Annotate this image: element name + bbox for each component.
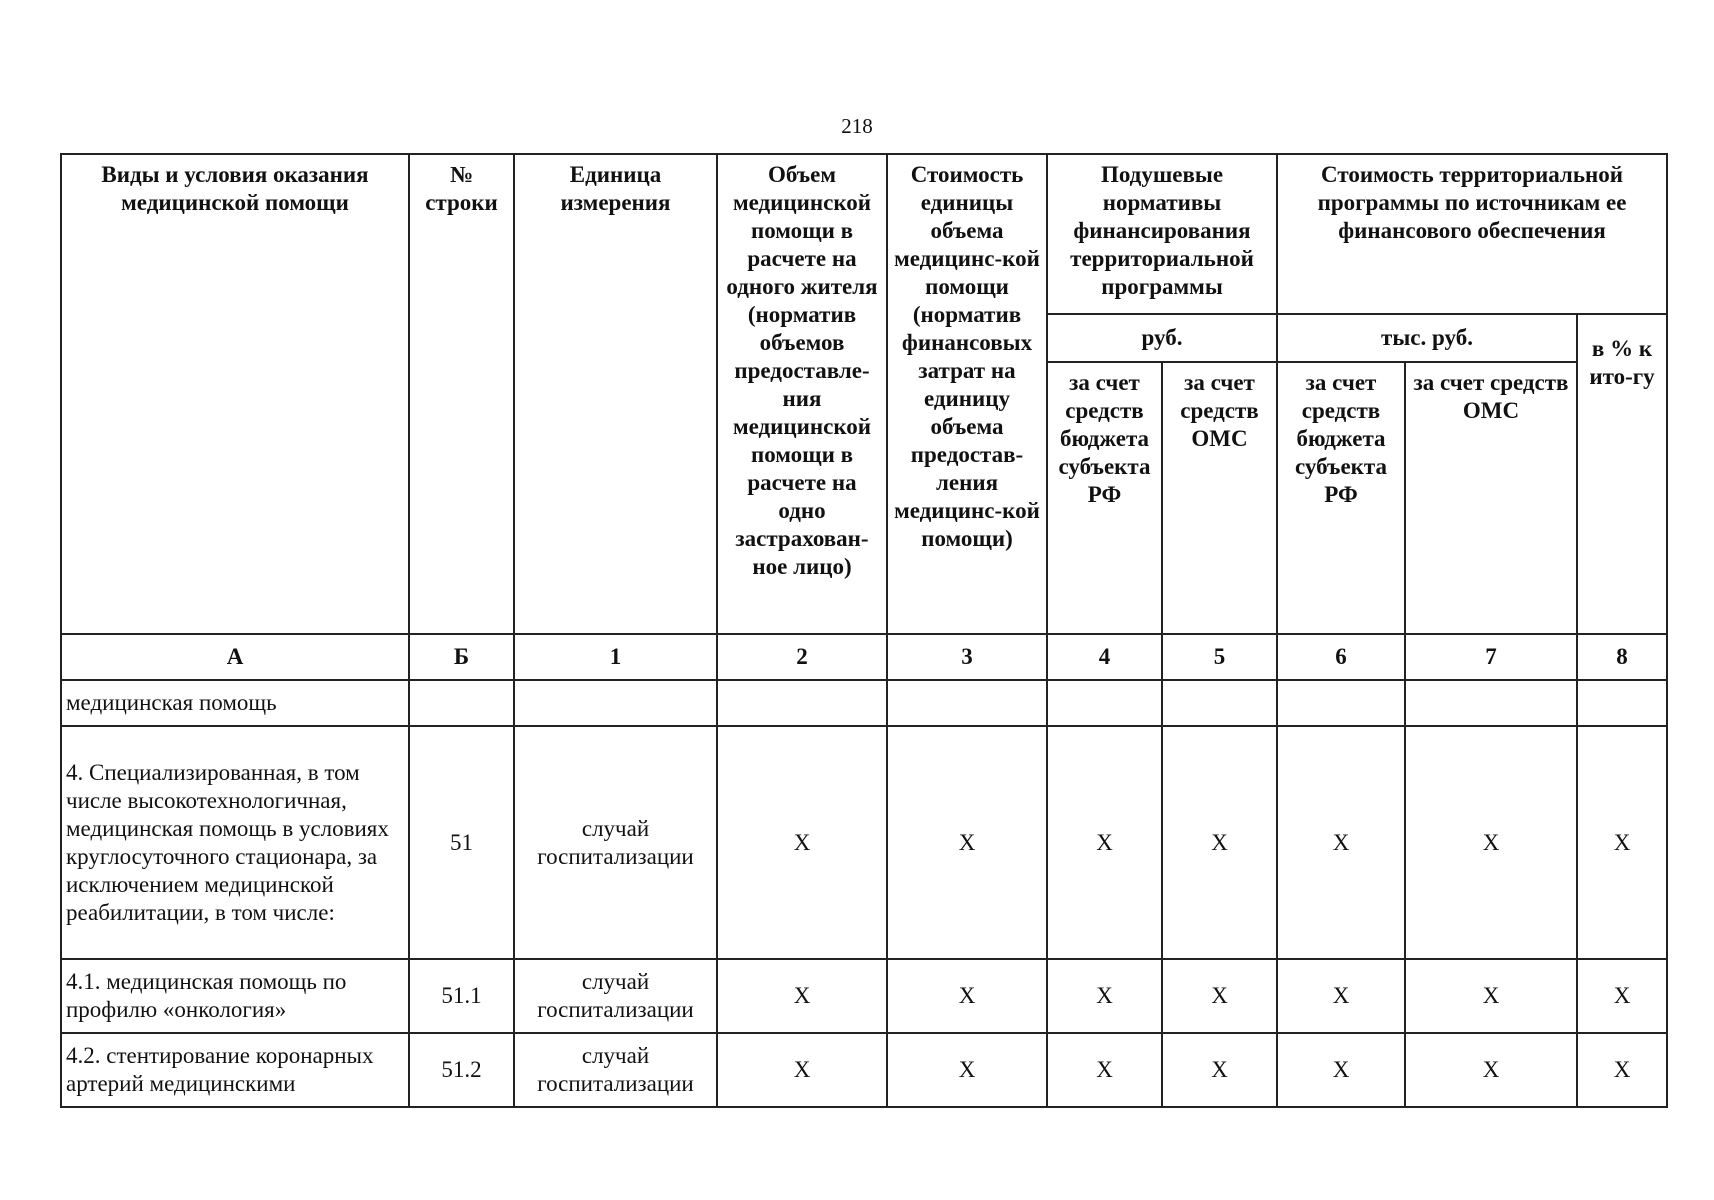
row-value: X (1162, 726, 1277, 959)
page-number: 218 (841, 114, 873, 138)
row-value: X (1405, 1033, 1577, 1107)
financing-table (60, 153, 1668, 1108)
header-col-4: за счет средств бюджета субъекта РФ (1047, 362, 1162, 634)
row-line-number: 51.2 (409, 1033, 514, 1107)
column-number: 7 (1405, 634, 1577, 680)
header-line-number: № строки (409, 154, 514, 634)
header-cost-group: Стоимость территориальной программы по источникам ее финансового обеспечения (1277, 154, 1667, 314)
row-value: X (1277, 1033, 1405, 1107)
row-value (1405, 680, 1577, 726)
header-unit: Единица измерения (514, 154, 717, 634)
row-value (1162, 680, 1277, 726)
header-row-1 (61, 154, 1667, 314)
row-value: X (887, 959, 1047, 1033)
row-line-number: 51.1 (409, 959, 514, 1033)
row-unit: случай госпитализации (514, 1033, 717, 1107)
row-name: 4.1. медицинская помощь по профилю «онкология» (61, 959, 409, 1033)
row-value: X (1577, 726, 1667, 959)
table-row (61, 1033, 1667, 1107)
table-row (61, 959, 1667, 1033)
row-value: X (887, 1033, 1047, 1107)
row-value (1047, 680, 1162, 726)
column-number-row (61, 634, 1667, 680)
column-number: 3 (887, 634, 1047, 680)
row-value: X (1277, 959, 1405, 1033)
row-value: X (1047, 1033, 1162, 1107)
row-unit: случай госпитализации (514, 726, 717, 959)
row-value (717, 680, 887, 726)
column-number: 6 (1277, 634, 1405, 680)
header-col-6: за счет средств бюджета субъекта РФ (1277, 362, 1405, 634)
row-value: X (1162, 959, 1277, 1033)
row-value: X (717, 1033, 887, 1107)
row-name: медицинская помощь (61, 680, 409, 726)
header-rub: руб. (1047, 314, 1277, 362)
header-percent-total: в % к ито-гу (1577, 314, 1667, 634)
header-thous-rub: тыс. руб. (1277, 314, 1577, 362)
row-value: X (1047, 726, 1162, 959)
row-line-number (409, 680, 514, 726)
row-value (887, 680, 1047, 726)
row-value: X (1577, 959, 1667, 1033)
row-value: X (1047, 959, 1162, 1033)
column-number: 1 (514, 634, 717, 680)
row-name: 4.2. стентирование коронарных артерий медицинскими (61, 1033, 409, 1107)
header-per-capita-group: Подушевые нормативы финансирования территориальной программы (1047, 154, 1277, 314)
row-value: X (887, 726, 1047, 959)
column-number: Б (409, 634, 514, 680)
column-number: 5 (1162, 634, 1277, 680)
header-col-7: за счет средств ОМС (1405, 362, 1577, 634)
row-value (1277, 680, 1405, 726)
column-number: 8 (1577, 634, 1667, 680)
row-value: X (717, 726, 887, 959)
column-number: 2 (717, 634, 887, 680)
column-number: 4 (1047, 634, 1162, 680)
row-value: X (1162, 1033, 1277, 1107)
header-unit-cost: Стоимость единицы объема медицинс-кой помощи (норматив финансовых затрат на единицу объема предостав-ления медицинс-кой помощи) (887, 154, 1047, 634)
row-value: X (1405, 959, 1577, 1033)
row-value: X (1405, 726, 1577, 959)
row-line-number: 51 (409, 726, 514, 959)
row-value: X (717, 959, 887, 1033)
header-types-conditions: Виды и условия оказания медицинской помощи (61, 154, 409, 634)
header-volume: Объем медицинской помощи в расчете на одного жителя (норматив объемов предоставле-ния медицинской помощи в расчете на одно застрахован-ное лицо) (717, 154, 887, 634)
row-value: X (1577, 1033, 1667, 1107)
row-unit: случай госпитализации (514, 959, 717, 1033)
row-value: X (1277, 726, 1405, 959)
header-col-5: за счет средств ОМС (1162, 362, 1277, 634)
row-name: 4. Специализированная, в том числе высокотехнологичная, медицинская помощь в условиях круглосуточного стационара, за исключением медицинской реабилитации, в том числе: (61, 726, 409, 959)
column-number: А (61, 634, 409, 680)
table-row (61, 726, 1667, 959)
row-value (1577, 680, 1667, 726)
table-row (61, 680, 1667, 726)
row-unit (514, 680, 717, 726)
